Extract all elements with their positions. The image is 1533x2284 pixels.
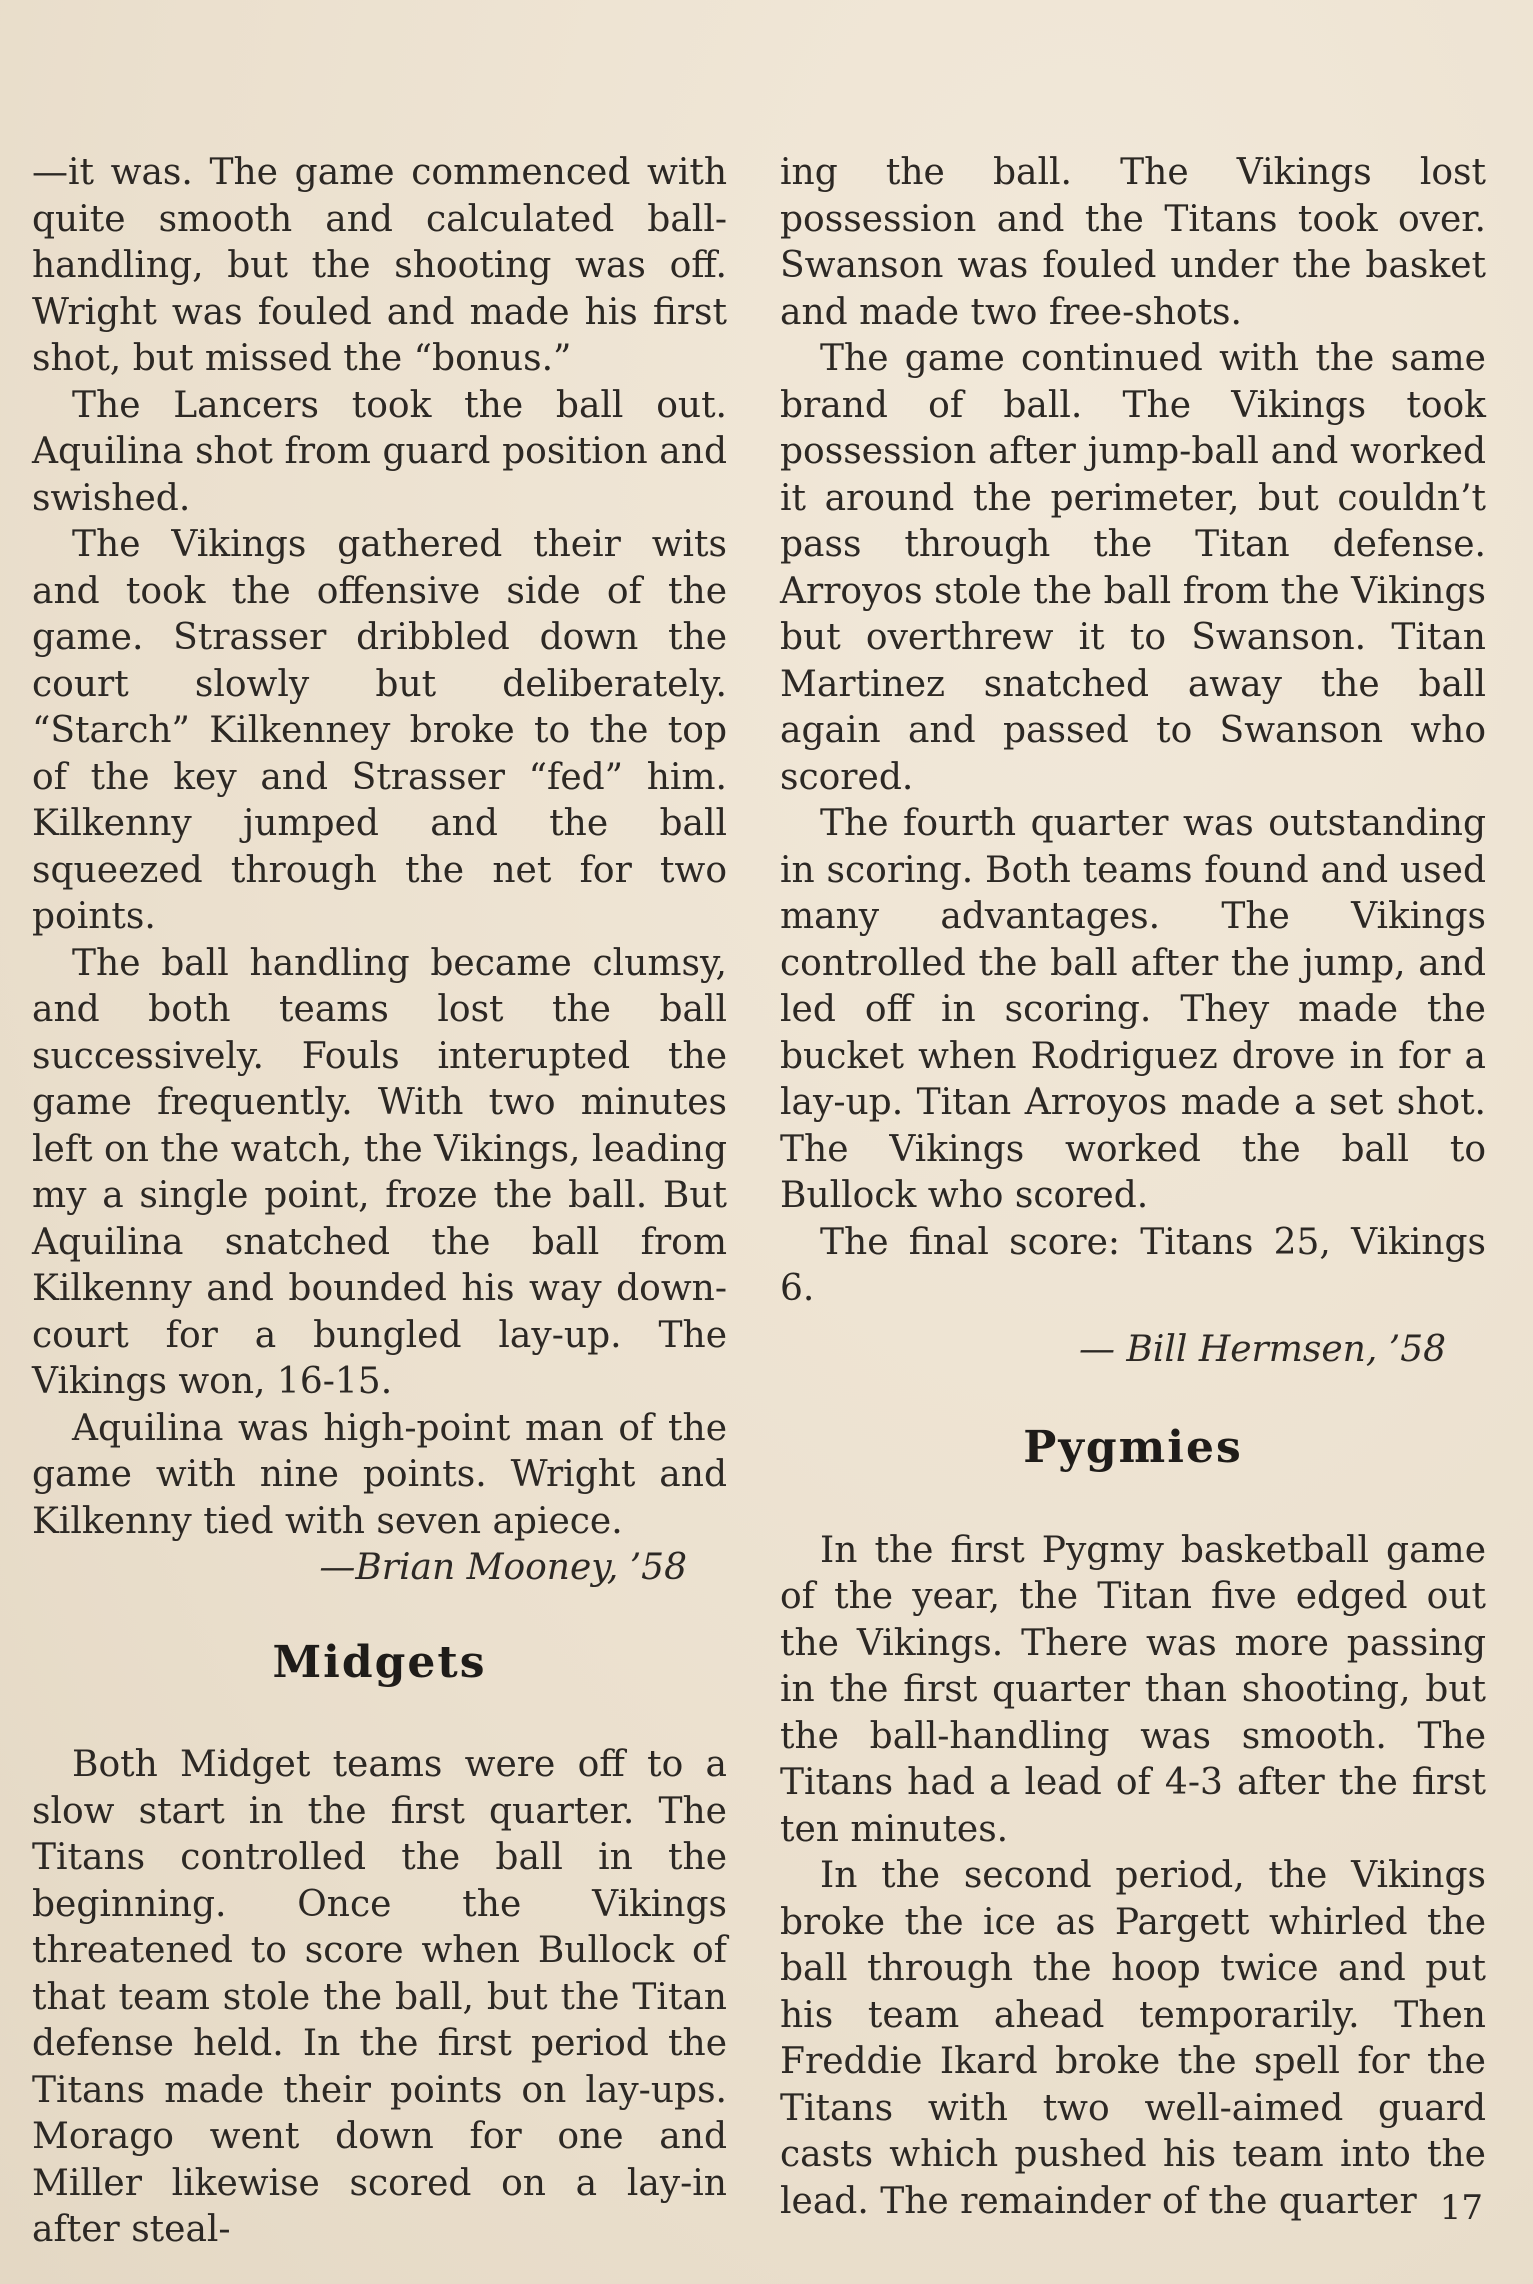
paragraph: In the first Pygmy basketball game of the year, the Titan five edged out the Vikings. There was more passing in the first quarter than shooting, but the ball-handling was smooth. The Titans had a lead of 4-3 after the first ten minutes. (780, 1529, 1486, 1850)
paragraph: In the second period, the Vikings broke the ice as Pargett whirled the ball through the hoop twice and put his team ahead temporarily. Then Freddie Ikard broke the spell for the Titans with two well-aimed guard casts which pushed his team into the lead. The remainder of the quarter (780, 1855, 1486, 2222)
section-heading-pygmies: Pygmies (1023, 1422, 1243, 1473)
right-column (780, 150, 1486, 2225)
paragraph: The final score: Titans 25, Vikings 6. (780, 1221, 1486, 1309)
paragraph: ing the ball. The Vikings lost possession and the Titans took over. Swanson was fouled under the basket and made two free-shots. (780, 152, 1486, 333)
section-heading-midgets: Midgets (272, 1636, 487, 1688)
author-signature: —Brian Mooney, ’58 (319, 1547, 687, 1588)
paragraph: Both Midget teams were off to a slow start in the first quarter. The Titans controlled the ball in the beginning. Once the Vikings threatened to score when Bullock of that team stole the ball, but the Titan defense held. In the first period the Titans made their points on lay-ups. Morago went down for one and Miller likewise scored on a lay-in after steal- (32, 1744, 727, 2250)
paragraph: The game continued with the same brand of ball. The Vikings took possession after jump-ball and worked it around the perimeter, but couldn’t pass through the Titan defense. Arroyos stole the ball from the Vikings but overthrew it to Swanson. Titan Martinez snatched away the ball again and passed to Swanson who scored. (780, 338, 1486, 798)
paragraph: The Vikings gathered their wits and took the offensive side of the game. Strasser dribbled down the court slowly but deliberately. “Starch” Kilkenney broke to the top of the key and Strasser “fed” him. Kilkenny jumped and the ball squeezed through the net for two points. (32, 524, 727, 937)
page-number: 17 (1439, 2188, 1483, 2228)
paragraph: The ball handling became clumsy, and both teams lost the ball successively. Fouls interupted the game frequently. With two minutes left on the watch, the Vikings, leading my a single point, froze the ball. But Aquilina snatched the ball from Kilkenny and bounded his way down-court for a bungled lay-up. The Vikings won, 16-15. (32, 942, 728, 1402)
paragraph: —it was. The game commenced with quite smooth and calculated ball-handling, but the shooting was off. Wright was fouled and made his first shot, but missed the “bonus.” (32, 152, 727, 379)
author-signature: — Bill Hermsen, ’58 (1078, 1328, 1446, 1370)
paragraph: The Lancers took the ball out. Aquilina shot from guard position and swished. (32, 384, 727, 519)
paragraph: The fourth quarter was outstanding in scoring. Both teams found and used many advantages. The Vikings controlled the ball after the jump, and led off in scoring. They made the bucket when Rodriguez drove in for a lay-up. Titan Arroyos made a set shot. The Vikings worked the ball to Bullock who scored. (780, 803, 1486, 1216)
left-column (32, 150, 727, 2254)
paragraph: Aquilina was high-point man of the game with nine points. Wright and Kilkenny tied with seven apiece. (32, 1407, 727, 1542)
